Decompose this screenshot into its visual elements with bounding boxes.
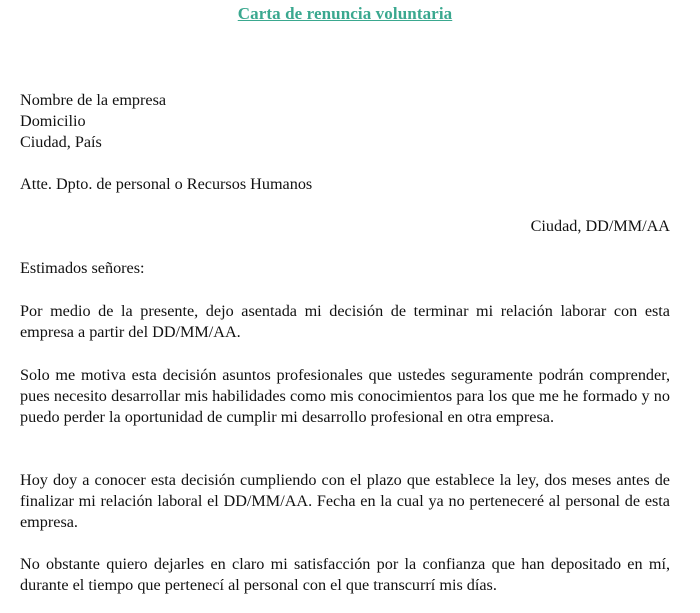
company-city-country: Ciudad, País <box>20 133 102 151</box>
company-name: Nombre de la empresa <box>20 91 167 109</box>
attention-line: Atte. Dpto. de personal o Recursos Humanos <box>20 175 313 193</box>
paragraph-1: Por medio de la presente, dejo asentada mi decisión de terminar mi relación laborar con esta empresa a partir del DD/MM/AA. <box>20 302 670 341</box>
date-line: Ciudad, DD/MM/AA <box>530 217 670 235</box>
paragraph-4: No obstante quiero dejarles en claro mi satisfacción por la confianza que han depositado en mí, durante el tiempo que pertenecí al personal con el que transcurrí mis días. <box>20 555 670 594</box>
company-address: Domicilio <box>20 112 86 130</box>
paragraph-2: Solo me motiva esta decisión asuntos profesionales que ustedes seguramente podrán comprender, pues necesito desarrollar mis habilidades como mis conocimientos para los que me he formado y no puedo perder la oportunidad de cumplir mi desarrollo profesional en otra empresa. <box>20 366 670 426</box>
paragraph-3: Hoy doy a conocer esta decisión cumpliendo con el plazo que establece la ley, dos meses antes de finalizar mi relación laboral el DD/MM/AA. Fecha en la cual ya no perteneceré al personal de esta empresa. <box>20 471 670 531</box>
letter-title: Carta de renuncia voluntaria <box>237 4 453 23</box>
greeting: Estimados señores: <box>20 259 145 277</box>
